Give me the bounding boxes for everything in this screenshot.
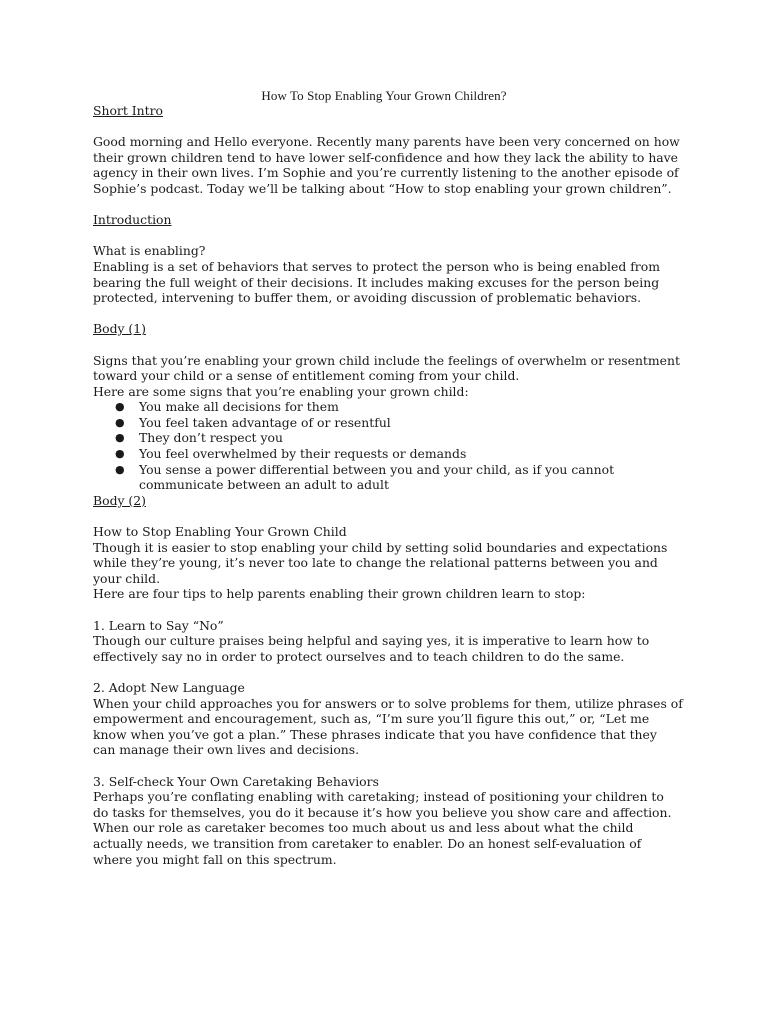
bullet-icon: ● <box>115 415 125 429</box>
list-item-text: You sense a power differential between you and your child, as if you cannot communicate between an adult to adult <box>139 461 615 493</box>
tip-text: Perhaps you’re conflating enabling with caretaking; instead of positioning your children to do tasks for themselves, you do it because it’s how you believe you show care and affection. When our role as caretaker becomes too much about us and less about what the child actually needs, we transition from caretaker to enabler. Do an honest self-evaluation of where you might fall on this spectrum. <box>93 789 672 867</box>
tip-title: 3. Self-check Your Own Caretaking Behaviors <box>93 773 379 789</box>
body1-heading: Body (1) <box>93 321 146 337</box>
spacer <box>93 664 683 680</box>
list-item <box>93 399 683 415</box>
body2-tips-intro: Here are four tips to help parents enabling their grown children learn to stop: <box>93 586 586 602</box>
spacer <box>93 758 683 774</box>
list-item <box>93 446 683 462</box>
body2-heading: Body (2) <box>93 492 146 508</box>
bullet-icon: ● <box>115 462 125 476</box>
list-item <box>93 462 683 493</box>
body1-paragraph: Signs that you’re enabling your grown child include the feelings of overwhelm or resentment toward your child or a sense of entitlement coming from your child. <box>93 352 680 384</box>
tip-title: 2. Adopt New Language <box>93 679 245 695</box>
body2-subheading: How to Stop Enabling Your Grown Child <box>93 524 347 540</box>
bullet-icon: ● <box>115 431 125 445</box>
list-item-text: You feel taken advantage of or resentful <box>139 414 391 430</box>
spacer <box>93 119 683 135</box>
spacer <box>93 602 683 618</box>
tip-text: Though our culture praises being helpful and saying yes, it is imperative to learn how to effectively say no in order to protect ourselves and to teach children to do the same. <box>93 633 650 664</box>
short-intro-heading: Short Intro <box>93 103 164 118</box>
body1-list-intro: Here are some signs that you’re enabling your grown child: <box>93 383 469 399</box>
bullet-icon: ● <box>115 447 125 461</box>
bullet-icon: ● <box>115 400 125 414</box>
spacer <box>93 197 683 213</box>
spacer <box>93 508 683 524</box>
body2-paragraph: Though it is easier to stop enabling your child by setting solid boundaries and expectations while they’re young, it’s never too late to change the relational patterns between you and your child. <box>93 539 668 586</box>
list-item-text: They don’t respect you <box>139 430 283 446</box>
signs-list <box>93 399 683 493</box>
introduction-heading: Introduction <box>93 212 172 228</box>
introduction-paragraph: Enabling is a set of behaviors that serves to protect the person who is being enabled from bearing the full weight of their decisions. It includes making excuses for the person being protected, intervening to buffer them, or avoiding discussion of problematic behaviors. <box>93 258 660 306</box>
list-item <box>93 430 683 446</box>
list-item-text: You make all decisions for them <box>139 399 339 415</box>
spacer <box>93 337 683 353</box>
spacer <box>93 306 683 322</box>
introduction-question: What is enabling? <box>93 243 206 259</box>
tip-title: 1. Learn to Say “No” <box>93 617 224 633</box>
document-title: How To Stop Enabling Your Grown Children? <box>261 88 507 103</box>
short-intro-paragraph: Good morning and Hello everyone. Recently many parents have been very concerned on how their grown children tend to have lower self-confidence and how they lack the ability to have agency in their own lives. I’m Sophie and you’re currently listening to the another episode of Sophie’s podcast. Today we’ll be talking about “How to stop enabling your grown children”. <box>93 134 680 196</box>
tip-text: When your child approaches you for answers or to solve problems for them, utilize phrases of empowerment and encouragement, such as, “I’m sure you’ll figure this out,” or, “Let me know when you’ve got a plan.” These phrases indicate that you have confidence that they can manage their own lives and decisions. <box>93 695 683 758</box>
list-item-text: You feel overwhelmed by their requests or demands <box>139 446 467 462</box>
list-item <box>93 415 683 431</box>
spacer <box>93 228 683 244</box>
document-body <box>93 103 683 867</box>
